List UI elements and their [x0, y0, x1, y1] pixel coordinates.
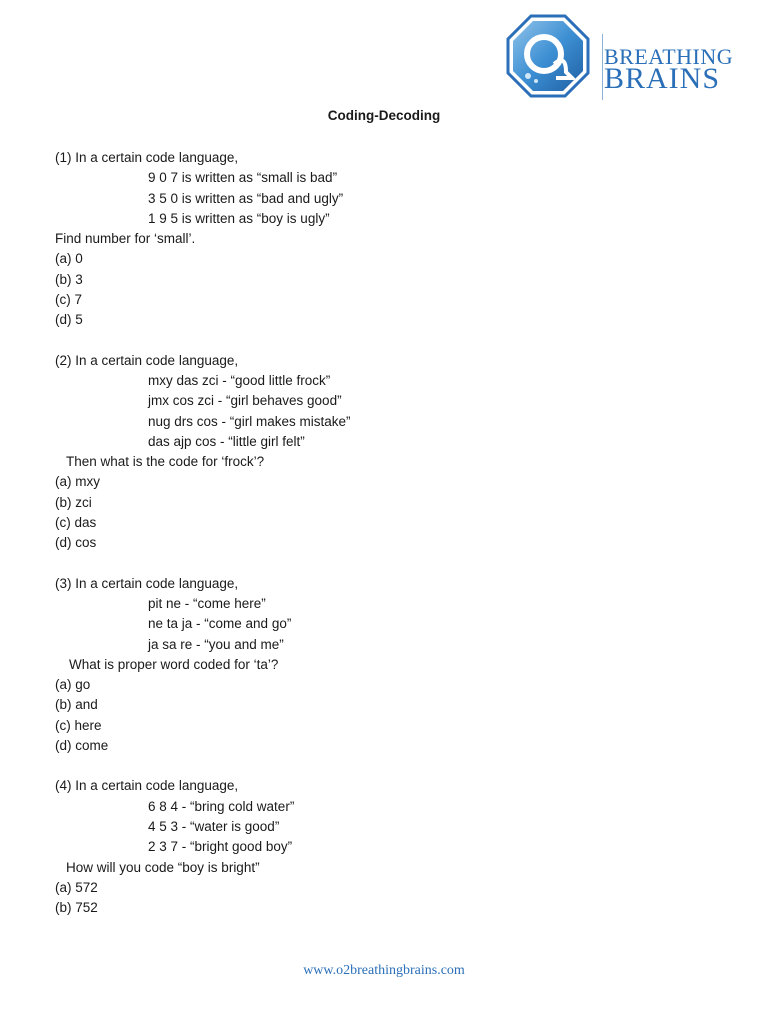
question-prompt: What is proper word coded for ‘ta’? — [69, 656, 279, 672]
questions-list — [55, 148, 735, 918]
code-line: pit ne - “come here” — [148, 595, 266, 611]
code-line: 1 9 5 is written as “boy is ugly” — [148, 210, 330, 226]
option: (b) 3 — [55, 271, 83, 287]
logo-text-breathing: BREATHING — [604, 44, 734, 69]
question-prompt: Then what is the code for ‘frock’? — [66, 454, 265, 470]
code-line: 4 5 3 - “water is good” — [148, 818, 280, 834]
page-title: Coding-Decoding — [327, 108, 441, 123]
option: (c) das — [55, 515, 97, 531]
question-prompt: How will you code “boy is bright” — [66, 859, 260, 875]
code-line: 2 3 7 - “bright good boy” — [148, 839, 293, 855]
code-line: 6 8 4 - “bring cold water” — [148, 798, 295, 814]
option: (c) here — [55, 717, 102, 733]
logo-divider — [602, 34, 603, 100]
option: (b) 752 — [55, 900, 98, 916]
code-line: nug drs cos - “girl makes mistake” — [148, 413, 351, 429]
code-line: jmx cos zci - “girl behaves good” — [148, 393, 342, 409]
footer-url[interactable]: www.o2breathingbrains.com — [303, 963, 465, 978]
option: (a) 0 — [55, 251, 83, 267]
question-prompt: Find number for ‘small’. — [55, 231, 196, 247]
code-line: 9 0 7 is written as “small is bad” — [148, 170, 338, 186]
question-intro: (2) In a certain code language, — [55, 352, 239, 368]
option: (d) 5 — [55, 312, 83, 328]
o2-octagon-icon — [506, 14, 590, 98]
option: (d) cos — [55, 535, 97, 551]
question-intro: (1) In a certain code language, — [55, 150, 239, 165]
option: (d) come — [55, 738, 109, 754]
option: (a) mxy — [55, 474, 100, 490]
option: (b) zci — [55, 494, 92, 510]
option: (a) 572 — [55, 879, 98, 895]
question-intro: (4) In a certain code language, — [55, 778, 239, 794]
code-line: 3 5 0 is written as “bad and ugly” — [148, 190, 344, 206]
option: (b) and — [55, 697, 98, 713]
code-line: ne ta ja - “come and go” — [148, 616, 292, 632]
logo-text-brains: BRAINS — [604, 62, 721, 95]
option: (a) go — [55, 677, 91, 693]
brand-logo — [506, 14, 734, 98]
question-intro: (3) In a certain code language, — [55, 575, 239, 591]
code-line: ja sa re - “you and me” — [148, 636, 284, 652]
code-line: mxy das zci - “good little frock” — [148, 372, 331, 388]
code-line: das ajp cos - “little girl felt” — [148, 433, 305, 449]
option: (c) 7 — [55, 292, 82, 308]
